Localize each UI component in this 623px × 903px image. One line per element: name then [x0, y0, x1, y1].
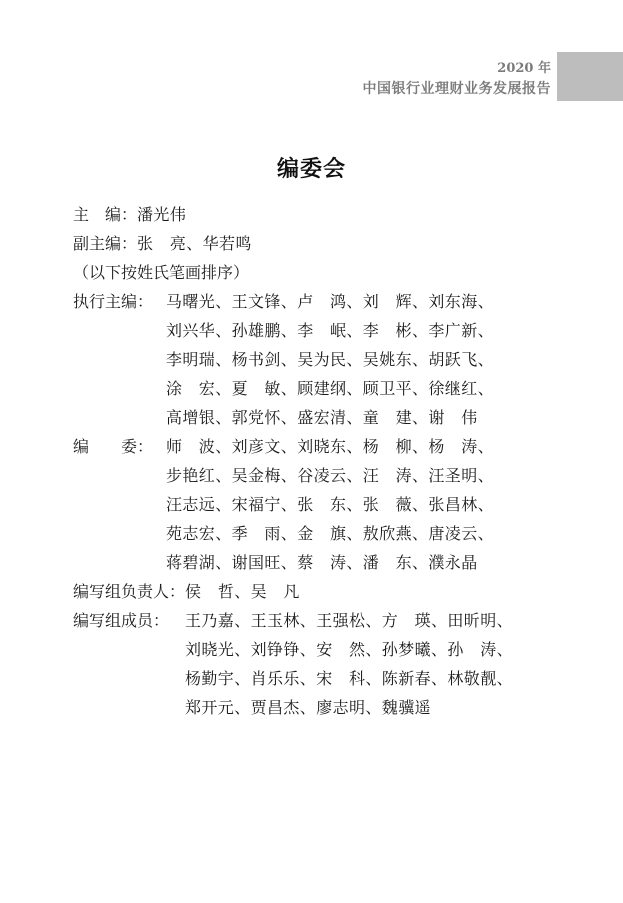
writing-members-line: 杨勤宇、肖乐乐、宋 科、陈新春、林敬靓、 — [185, 669, 514, 688]
executive-editors-line: 刘兴华、孙雄鹏、李 岷、李 彬、李广新、 — [166, 321, 495, 340]
executive-editors-row — [73, 374, 573, 403]
committee-line: 汪志远、宋福宁、张 东、张 薇、张昌林、 — [166, 495, 495, 514]
writing-members-row — [73, 606, 573, 635]
executive-editors-label: 执行主编： — [73, 292, 154, 311]
header-report-title: 中国银行业理财业务发展报告 — [362, 81, 551, 97]
deputy-editor-names: 张 亮、华若鸣 — [137, 234, 252, 253]
writing-lead-label: 编写组负责人： — [73, 582, 186, 601]
writing-members-line: 郑开元、贾昌杰、廖志明、魏骥遥 — [185, 698, 432, 717]
executive-editors-row — [73, 316, 573, 345]
deputy-editor-row — [73, 229, 573, 258]
writing-members-label: 编写组成员： — [73, 611, 170, 630]
running-header — [363, 58, 552, 100]
executive-editors-row — [73, 287, 573, 316]
committee-row — [73, 461, 573, 490]
deputy-editor-label: 副主编： — [73, 234, 138, 253]
committee-list — [73, 200, 573, 722]
writing-lead-row — [73, 577, 573, 606]
writing-members-row — [73, 664, 573, 693]
header-year: 2020 年 — [497, 61, 551, 76]
executive-editors-row — [73, 403, 573, 432]
writing-members-line: 王乃嘉、王玉林、王强松、方 瑛、田昕明、 — [185, 611, 514, 630]
committee-row — [73, 490, 573, 519]
committee-line: 师 波、刘彦文、刘晓东、杨 柳、杨 涛、 — [166, 437, 495, 456]
committee-row — [73, 548, 573, 577]
executive-editors-line: 高增银、郭党怀、盛宏清、童 建、谢 伟 — [166, 408, 478, 427]
corner-tab-decoration — [557, 52, 623, 101]
committee-line: 苑志宏、季 雨、金 旗、敖欣燕、唐凌云、 — [166, 524, 495, 543]
executive-editors-line: 马曙光、王文锋、卢 鸿、刘 辉、刘东海、 — [166, 292, 495, 311]
executive-editors-line: 李明瑞、杨书剑、吴为民、吴姚东、胡跃飞、 — [166, 350, 495, 369]
editor-label: 主 编： — [73, 205, 138, 224]
editor-row — [73, 200, 573, 229]
executive-editors-row — [73, 345, 573, 374]
committee-line: 蒋碧湖、谢国旺、蔡 涛、潘 东、濮永晶 — [166, 553, 478, 572]
writing-lead-names: 侯 哲、吴 凡 — [185, 582, 300, 601]
committee-row — [73, 519, 573, 548]
committee-line: 步艳红、吴金梅、谷凌云、汪 涛、汪圣明、 — [166, 466, 495, 485]
executive-editors-line: 涂 宏、夏 敏、顾建纲、顾卫平、徐继红、 — [166, 379, 495, 398]
order-note — [73, 258, 573, 287]
editor-names: 潘光伟 — [137, 205, 187, 224]
committee-label: 编 委： — [73, 437, 154, 456]
writing-members-row — [73, 635, 573, 664]
page-title: 编委会 — [276, 156, 346, 182]
writing-members-row — [73, 693, 573, 722]
writing-members-line: 刘晓光、刘铮铮、安 然、孙梦曦、孙 涛、 — [185, 640, 514, 659]
committee-row — [73, 432, 573, 461]
order-note-text: （以下按姓氏笔画排序） — [73, 263, 250, 282]
